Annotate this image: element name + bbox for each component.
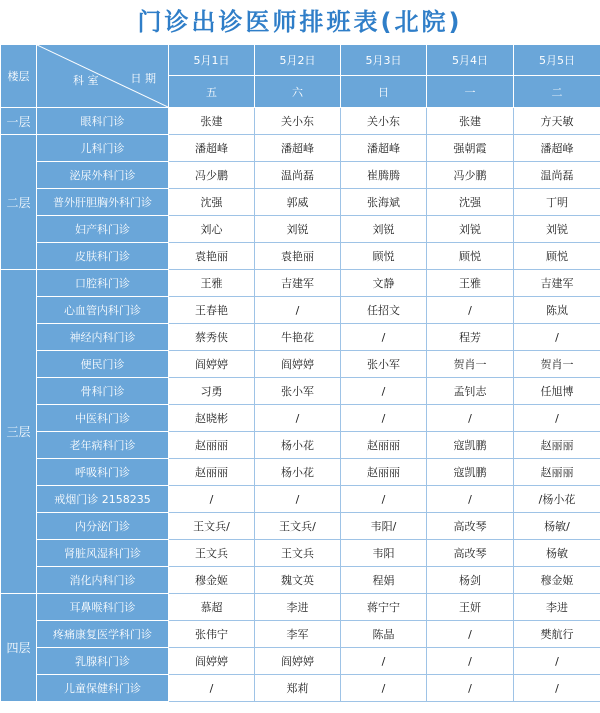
department-name: 消化内科门诊 (37, 567, 169, 594)
table-row (1, 216, 600, 243)
doctor-cell: / (255, 297, 341, 324)
doctor-cell: / (427, 675, 514, 702)
table-row (1, 432, 600, 459)
doctor-cell: 吉建军 (514, 270, 600, 297)
doctor-cell: 文静 (341, 270, 427, 297)
floor-label: 四层 (1, 594, 37, 702)
doctor-cell: 顾悦 (341, 243, 427, 270)
page-title: 门诊出诊医师排班表(北院) (137, 8, 463, 36)
weekday-header-2: 六 (255, 76, 341, 108)
doctor-cell: / (427, 486, 514, 513)
table-row (1, 621, 600, 648)
table-row (1, 135, 600, 162)
doctor-cell: 穆金姬 (169, 567, 255, 594)
doctor-cell: / (514, 324, 600, 351)
doctor-cell: 沈强 (427, 189, 514, 216)
doctor-cell: / (514, 648, 600, 675)
doctor-cell: 赵丽丽 (341, 459, 427, 486)
doctor-cell: / (169, 675, 255, 702)
weekday-header-5: 二 (514, 76, 600, 108)
doctor-cell: 潘超峰 (514, 135, 600, 162)
doctor-cell: 穆金姬 (514, 567, 600, 594)
doctor-cell: 程娟 (341, 567, 427, 594)
doctor-cell: 王文兵 (169, 540, 255, 567)
doctor-cell: 贺肖一 (427, 351, 514, 378)
doctor-cell: / (169, 486, 255, 513)
table-row (1, 189, 600, 216)
doctor-cell: / (341, 324, 427, 351)
table-row (1, 351, 600, 378)
department-name: 儿科门诊 (37, 135, 169, 162)
doctor-cell: 任招文 (341, 297, 427, 324)
doctor-cell: 陈岚 (514, 297, 600, 324)
doctor-cell: 任旭博 (514, 378, 600, 405)
doctor-cell: 刘锐 (255, 216, 341, 243)
doctor-cell: 李军 (255, 621, 341, 648)
doctor-cell: 贺肖一 (514, 351, 600, 378)
doctor-cell: 顾悦 (514, 243, 600, 270)
doctor-cell: 李进 (514, 594, 600, 621)
date-header-2: 5月2日 (255, 45, 341, 76)
doctor-cell: 冯少鹏 (169, 162, 255, 189)
doctor-cell: 王文兵/ (255, 513, 341, 540)
doctor-cell: 慕超 (169, 594, 255, 621)
department-name: 疼痛康复医学科门诊 (37, 621, 169, 648)
doctor-cell: / (341, 486, 427, 513)
doctor-cell: 潘超峰 (255, 135, 341, 162)
table-row (1, 459, 600, 486)
doctor-cell: / (427, 648, 514, 675)
doctor-cell: 张海斌 (341, 189, 427, 216)
table-row (1, 486, 600, 513)
doctor-cell: / (341, 378, 427, 405)
table-row (1, 270, 600, 297)
doctor-cell: 刘锐 (514, 216, 600, 243)
doctor-cell: /杨小花 (514, 486, 600, 513)
doctor-cell: / (514, 405, 600, 432)
doctor-cell: / (255, 486, 341, 513)
dept-label: 科 室 (73, 74, 99, 87)
date-header-5: 5月5日 (514, 45, 600, 76)
table-row (1, 297, 600, 324)
department-name: 神经内科门诊 (37, 324, 169, 351)
table-row (1, 324, 600, 351)
table-row (1, 648, 600, 675)
doctor-cell: 张建 (169, 108, 255, 135)
table-row (1, 594, 600, 621)
doctor-cell: 张小军 (341, 351, 427, 378)
department-name: 泌尿外科门诊 (37, 162, 169, 189)
weekday-header-3: 日 (341, 76, 427, 108)
doctor-cell: 孟钊志 (427, 378, 514, 405)
doctor-cell: 温尚磊 (255, 162, 341, 189)
doctor-cell: 王雅 (427, 270, 514, 297)
doctor-cell: 阎婷婷 (169, 648, 255, 675)
department-name: 儿童保健科门诊 (37, 675, 169, 702)
doctor-cell: 阎婷婷 (255, 351, 341, 378)
doctor-cell: 刘心 (169, 216, 255, 243)
department-name: 内分泌门诊 (37, 513, 169, 540)
doctor-cell: 李进 (255, 594, 341, 621)
doctor-cell: 顾悦 (427, 243, 514, 270)
doctor-cell: 丁明 (514, 189, 600, 216)
floor-label: 三层 (1, 270, 37, 594)
doctor-cell: 冯少鹏 (427, 162, 514, 189)
floor-label: 一层 (1, 108, 37, 135)
department-name: 心血管内科门诊 (37, 297, 169, 324)
doctor-cell: 杨敏 (514, 540, 600, 567)
doctor-cell: 寇凯鹏 (427, 432, 514, 459)
doctor-cell: 刘锐 (341, 216, 427, 243)
doctor-cell: / (427, 297, 514, 324)
doctor-cell: 王文兵/ (169, 513, 255, 540)
doctor-cell: 韦阳/ (341, 513, 427, 540)
doctor-cell: 阎婷婷 (169, 351, 255, 378)
doctor-cell: 蒋宁宁 (341, 594, 427, 621)
doctor-cell: / (427, 405, 514, 432)
department-name: 肾脏风湿科门诊 (37, 540, 169, 567)
department-name: 口腔科门诊 (37, 270, 169, 297)
doctor-cell: 刘锐 (427, 216, 514, 243)
department-name: 耳鼻喉科门诊 (37, 594, 169, 621)
weekday-header-1: 五 (169, 76, 255, 108)
doctor-cell: 赵晓彬 (169, 405, 255, 432)
doctor-cell: / (514, 675, 600, 702)
department-name: 眼科门诊 (37, 108, 169, 135)
doctor-cell: 高改琴 (427, 540, 514, 567)
doctor-cell: 赵丽丽 (169, 459, 255, 486)
doctor-cell: 赵丽丽 (341, 432, 427, 459)
doctor-cell: 张伟宁 (169, 621, 255, 648)
dept-date-header (37, 45, 169, 108)
doctor-cell: 杨小花 (255, 459, 341, 486)
doctor-cell: 赵丽丽 (169, 432, 255, 459)
table-row (1, 540, 600, 567)
department-name: 骨科门诊 (37, 378, 169, 405)
table-row (1, 567, 600, 594)
table-row (1, 675, 600, 702)
doctor-cell: 樊航行 (514, 621, 600, 648)
doctor-cell: / (341, 405, 427, 432)
doctor-cell: 杨敏/ (514, 513, 600, 540)
department-name: 普外肝胆胸外科门诊 (37, 189, 169, 216)
doctor-cell: 王春艳 (169, 297, 255, 324)
department-name: 乳腺科门诊 (37, 648, 169, 675)
doctor-cell: 袁艳丽 (169, 243, 255, 270)
doctor-cell: 赵丽丽 (514, 432, 600, 459)
doctor-cell: 温尚磊 (514, 162, 600, 189)
doctor-cell: 陈晶 (341, 621, 427, 648)
table-row (1, 513, 600, 540)
doctor-cell: 郭威 (255, 189, 341, 216)
doctor-cell: 魏文英 (255, 567, 341, 594)
doctor-cell: 袁艳丽 (255, 243, 341, 270)
doctor-cell: 高改琴 (427, 513, 514, 540)
department-name: 便民门诊 (37, 351, 169, 378)
department-name: 中医科门诊 (37, 405, 169, 432)
doctor-cell: 强朝霞 (427, 135, 514, 162)
doctor-cell: 郑莉 (255, 675, 341, 702)
doctor-cell: 沈强 (169, 189, 255, 216)
doctor-cell: 潘超峰 (341, 135, 427, 162)
doctor-cell: 崔腾腾 (341, 162, 427, 189)
weekday-header-4: 一 (427, 76, 514, 108)
date-header-1: 5月1日 (169, 45, 255, 76)
doctor-cell: 王文兵 (255, 540, 341, 567)
date-header-3: 5月3日 (341, 45, 427, 76)
doctor-cell: 程芳 (427, 324, 514, 351)
floor-header: 楼层 (1, 45, 37, 108)
doctor-cell: 王妍 (427, 594, 514, 621)
department-name: 老年病科门诊 (37, 432, 169, 459)
doctor-cell: 方天敏 (514, 108, 600, 135)
doctor-cell: 吉建军 (255, 270, 341, 297)
department-name: 呼吸科门诊 (37, 459, 169, 486)
department-name: 妇产科门诊 (37, 216, 169, 243)
doctor-cell: 杨剑 (427, 567, 514, 594)
doctor-cell: 王雅 (169, 270, 255, 297)
doctor-cell: 关小东 (255, 108, 341, 135)
doctor-cell: 韦阳 (341, 540, 427, 567)
doctor-cell: / (341, 648, 427, 675)
doctor-cell: 张建 (427, 108, 514, 135)
doctor-cell: 关小东 (341, 108, 427, 135)
doctor-cell: 习勇 (169, 378, 255, 405)
date-header-4: 5月4日 (427, 45, 514, 76)
doctor-cell: / (427, 621, 514, 648)
table-row (1, 108, 600, 135)
doctor-cell: 张小军 (255, 378, 341, 405)
table-row (1, 378, 600, 405)
doctor-cell: 寇凯鹏 (427, 459, 514, 486)
department-name: 戒烟门诊 2158235 (37, 486, 169, 513)
doctor-cell: / (341, 675, 427, 702)
table-row (1, 243, 600, 270)
schedule-table (0, 44, 600, 702)
floor-label: 二层 (1, 135, 37, 270)
doctor-cell: / (255, 405, 341, 432)
doctor-cell: 赵丽丽 (514, 459, 600, 486)
doctor-cell: 杨小花 (255, 432, 341, 459)
doctor-cell: 牛艳花 (255, 324, 341, 351)
table-row (1, 405, 600, 432)
department-name: 皮肤科门诊 (37, 243, 169, 270)
table-row (1, 162, 600, 189)
date-label: 日 期 (130, 72, 156, 85)
doctor-cell: 阎婷婷 (255, 648, 341, 675)
doctor-cell: 潘超峰 (169, 135, 255, 162)
doctor-cell: 蔡秀侠 (169, 324, 255, 351)
